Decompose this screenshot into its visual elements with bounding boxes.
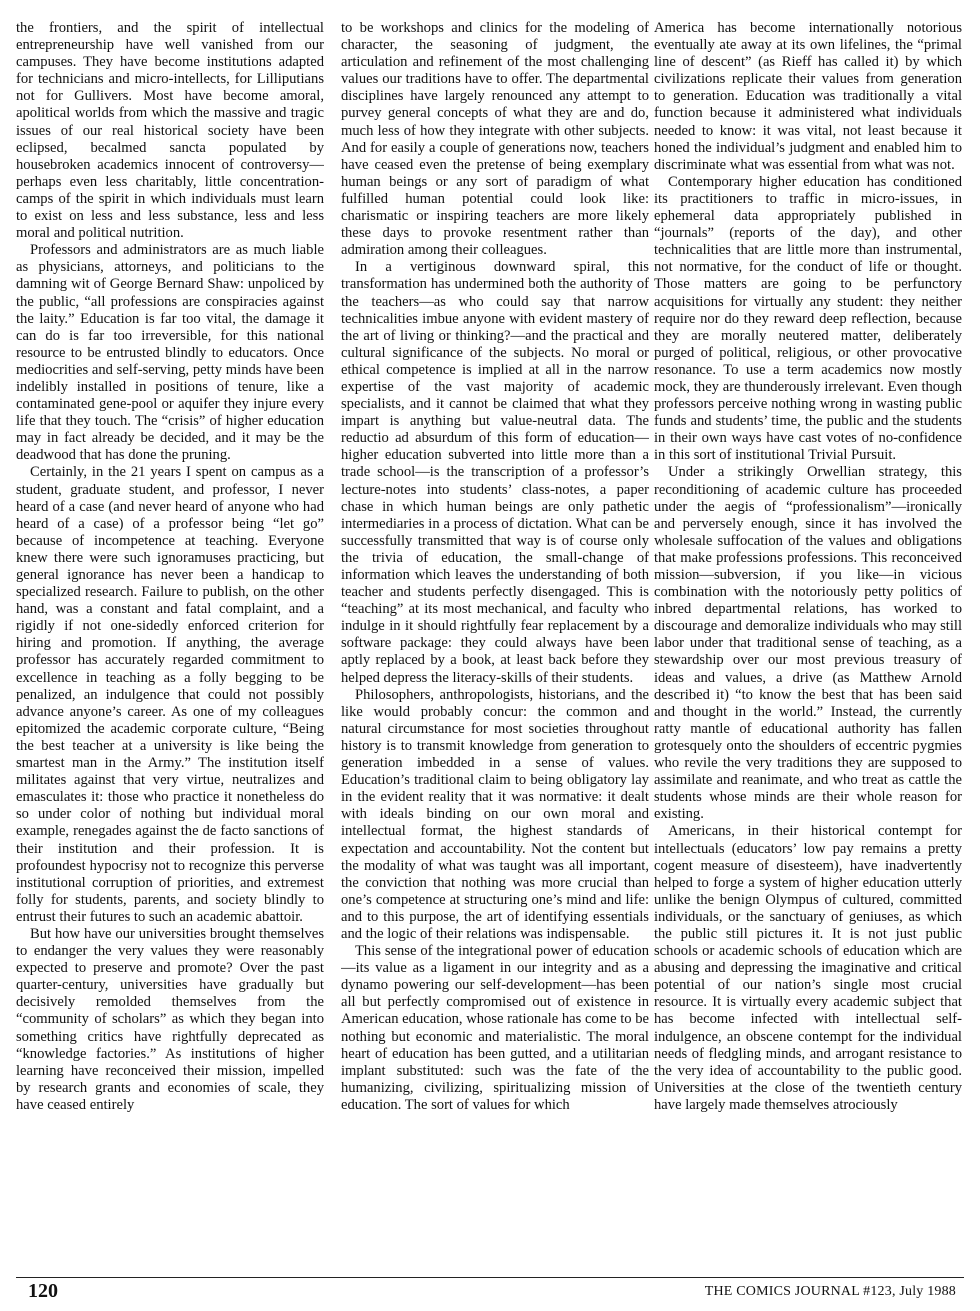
paragraph: the frontiers, and the spirit of intellectual entrepreneurship have well vanished from our campuses. They have become institutions adapted for technicians and micro-intellects, for Lilliputians not for Gullivers. Most have become amoral, apolitical worlds from which the massive and tragic issues of our real historical society have been eclipsed, becalmed sancta populated by housebroken academics innocent of controversy—perhaps even less charitably, little concentration-camps of the spirit in which individuals must learn to exist on less and less substance, less and less moral and political nutrition. — [16, 20, 324, 242]
text-column-1 — [16, 20, 324, 1272]
paragraph: Americans, in their historical contempt for intellectuals (educators’ low pay remains a pretty cogent measure of disesteem), have inadvertently helped to forge a system of higher education utterly unlike the benign Olympus of cultured, committed individuals, or the sanctuary of geniuses, as which the public still pictures it. It is not just public schools or academic schools of education which are abusing and depressing the imaginative and critical potential of our nation’s single most crucial resource. It is virtually every academic subject that has become infected with intellectual self-indulgence, an obscene contempt for the individual needs of fledgling minds, and arrogant resistance to the very idea of accountability to the public good. Universities at the close of the twentieth century have largely made themselves atrociously — [654, 823, 962, 1113]
paragraph: America has become internationally notorious eventually ate away at its own lifelines, the “primal line of descent” (as Rieff has called it) by which civilizations replicate their values from generation to generation. Education was traditionally a vital function because it administered what individuals needed to know: it was vital, not least because it honed the individual’s judgment and enabled him to discriminate what was essential from what was not. — [654, 20, 962, 173]
paragraph: Contemporary higher education has conditioned its practitioners to traffic in micro-issues, in ephemeral data appropriately published in “journals” (reports of the day), and other technicalities that are little more than instrumental, not normative, for the conduct of life or thought. Those matters are going to be perfunctory acquisitions for virtually any student: they neither require nor do they reward deep reflection, because they are morally neutered matter, deliberately purged of political, religious, or other provocative resonance. To use a term academics now mostly mock, they are thunderously irrelevant. Even though professors perceive nothing wrong in wasting public funds and students’ time, the public and the students in their own ways have cast votes of no-confidence in this sort of institutional Trivial Pursuit. — [654, 173, 962, 464]
paragraph: But how have our universities brought themselves to endanger the very values they were reasonably expected to preserve and promote? Over the past quarter-century, universities have gradually but decisively remolded themselves from the “community of scholars” as which they began into something critics have rightfully deprecated as “knowledge factories.” As institutions of higher learning have reconceived their mission, impelled by research grants and economies of scale, they have ceased entirely — [16, 925, 324, 1113]
journal-issue-line: THE COMICS JOURNAL #123, July 1988 — [704, 1284, 956, 1299]
paragraph: This sense of the integrational power of education—its value as a ligament in our integrity and as a dynamo powering our self-development—has been all but perfectly compromised out of existence in American education, whose rationale has come to be nothing but economic and materialistic. The moral heart of education has been gutted, and a utilitarian implant substituted: such was the fate of the humanizing, civilizing, spiritualizing mission of education. The sort of values for which — [341, 943, 649, 1113]
paragraph: Philosophers, anthropologists, historians, and the like would probably concur: the common and natural circumstance for most societies throughout history is to transmit knowledge from generation to generation imbedded in a sense of values. Education’s traditional claim to being obligatory lay in the evident reality that it was normative: it dealt with ideals binding on our own moral and intellectual format, the highest standards of expectation and accountability. Not the content but the modality of what was taught was all important, the conviction that nothing was more crucial than one’s competence at structuring one’s mind and life: and to this purpose, the art of identifying essentials and the logic of their relations was indispensable. — [341, 686, 649, 942]
page-number: 120 — [28, 1280, 58, 1302]
paragraph: In a vertiginous downward spiral, this transformation has undermined both the authority of the teachers—as who could say that narrow technicalities imbue anyone with evident mastery of the art of living or thinking?—and the practical and cultural significance of the subjects. No moral or ethical competence is implied at all in the narrow expertise of the vast majority of academic specialists, and it cannot be claimed that what they impart is anything but value-neutral data. The reductio ad absurdum of this form of education—higher education subverted into little more than a trade school—is the transcription of a professor’s lecture-notes into students’ class-notes, a paper chase in which human beings are only pathetic intermediaries in a process of dictation. What can be successfully transmitted that way is of course only the trivia of education, the small-change of information which leaves the understanding of both teacher and students perfectly disengaged. This is “teaching” at its most mechanical, and faculty who indulge in it should rightfully fear replacement by a software package: they could always have been aptly replaced by a book, at least back before they helped depress the literacy-skills of their students. — [341, 259, 649, 686]
footer-rule — [16, 1277, 964, 1278]
paragraph: to be workshops and clinics for the modeling of character, the seasoning of judgment, the articulation and refinement of the most challenging values our traditions have to offer. The departmental disciplines have largely renounced any attempt to purvey general concepts of what they are and do, much less of how they integrate with other subjects. And for easily a couple of generations now, teachers have ceased even the pretense of being exemplary human beings or any sort of paradigm of what fulfilled human potential could look like: charismatic or inspiring teachers are more likely these days to provoke resentment rather than admiration among their colleagues. — [341, 20, 649, 259]
text-column-3 — [654, 20, 962, 1272]
paragraph: Under a strikingly Orwellian strategy, this reconditioning of academic culture has proceeded under the aegis of “professionalism”—ironically and perversely enough, since it has involved the wholesale suffocation of the values and obligations that make professions professions. This reconceived mission—subversion, if you like—in vicious combination with the notoriously petty politics of inbred departmental relations, has worked to discourage and demoralize individuals who may still labor under that traditional sense of teaching, as a stewardship over our most previous treasury of ideas and values, a drive (as Matthew Arnold described it) “to know the best that has been said and thought in the world.” Instead, the currently ratty mantle of educational authority has fallen grotesquely onto the shoulders of eccentric pygmies who revile the very traditions they are supposed to assimilate and reanimate, and who treat as cattle the students whose minds are their whole reason for existing. — [654, 464, 962, 823]
paragraph: Certainly, in the 21 years I spent on campus as a student, graduate student, and professor, I never heard of a case (and never heard of anyone who had heard of a case) of a professor being “let go” because of incompetence at teaching. Everyone knew there were such ignoramuses practicing, but general ignorance has never been a handicap to specialized research. Failure to publish, on the other hand, was a constant and fatal complaint, and a rigidly if not one-sidedly enforced criterion for hiring and promotion. If anything, the average professor has accurately regarded commitment to excellence in teaching as a folly begging to be penalized, an indulgence that could not possibly advance anyone’s career. As one of my colleagues epitomized the academic corporate culture, “Being the best teacher at a university is like being the smartest man in the Army.” The institution itself militates against that very virtue, neutralizes and emasculates it: those who practice it nonetheless do so under color of nothing but individual moral example, renegades against the de facto sanctions of their institution and their profession. It is profoundest hypocrisy not to recognize this perverse institutional corruption of priorities, and extremest folly for students, parents, and society blindly to entrust their futures to such an academic abattoir. — [16, 464, 324, 925]
text-column-2 — [341, 20, 649, 1272]
paragraph: Professors and administrators are as much liable as physicians, attorneys, and politicians to the damning wit of George Bernard Shaw: unpoliced by the public, “all professions are conspiracies against the laity.” Education is far too vital, the damage it can do is far too irreversible, for this national resource to be entrusted blindly to educators. Once mediocrities and self-serving, petty minds have been indelibly installed in positions of tenure, like a contaminated gene-pool or aquifer they injure every life that they touch. The “crisis” of higher education may in fact already be decided, and it may be the deadwood that has done the pruning. — [16, 242, 324, 464]
